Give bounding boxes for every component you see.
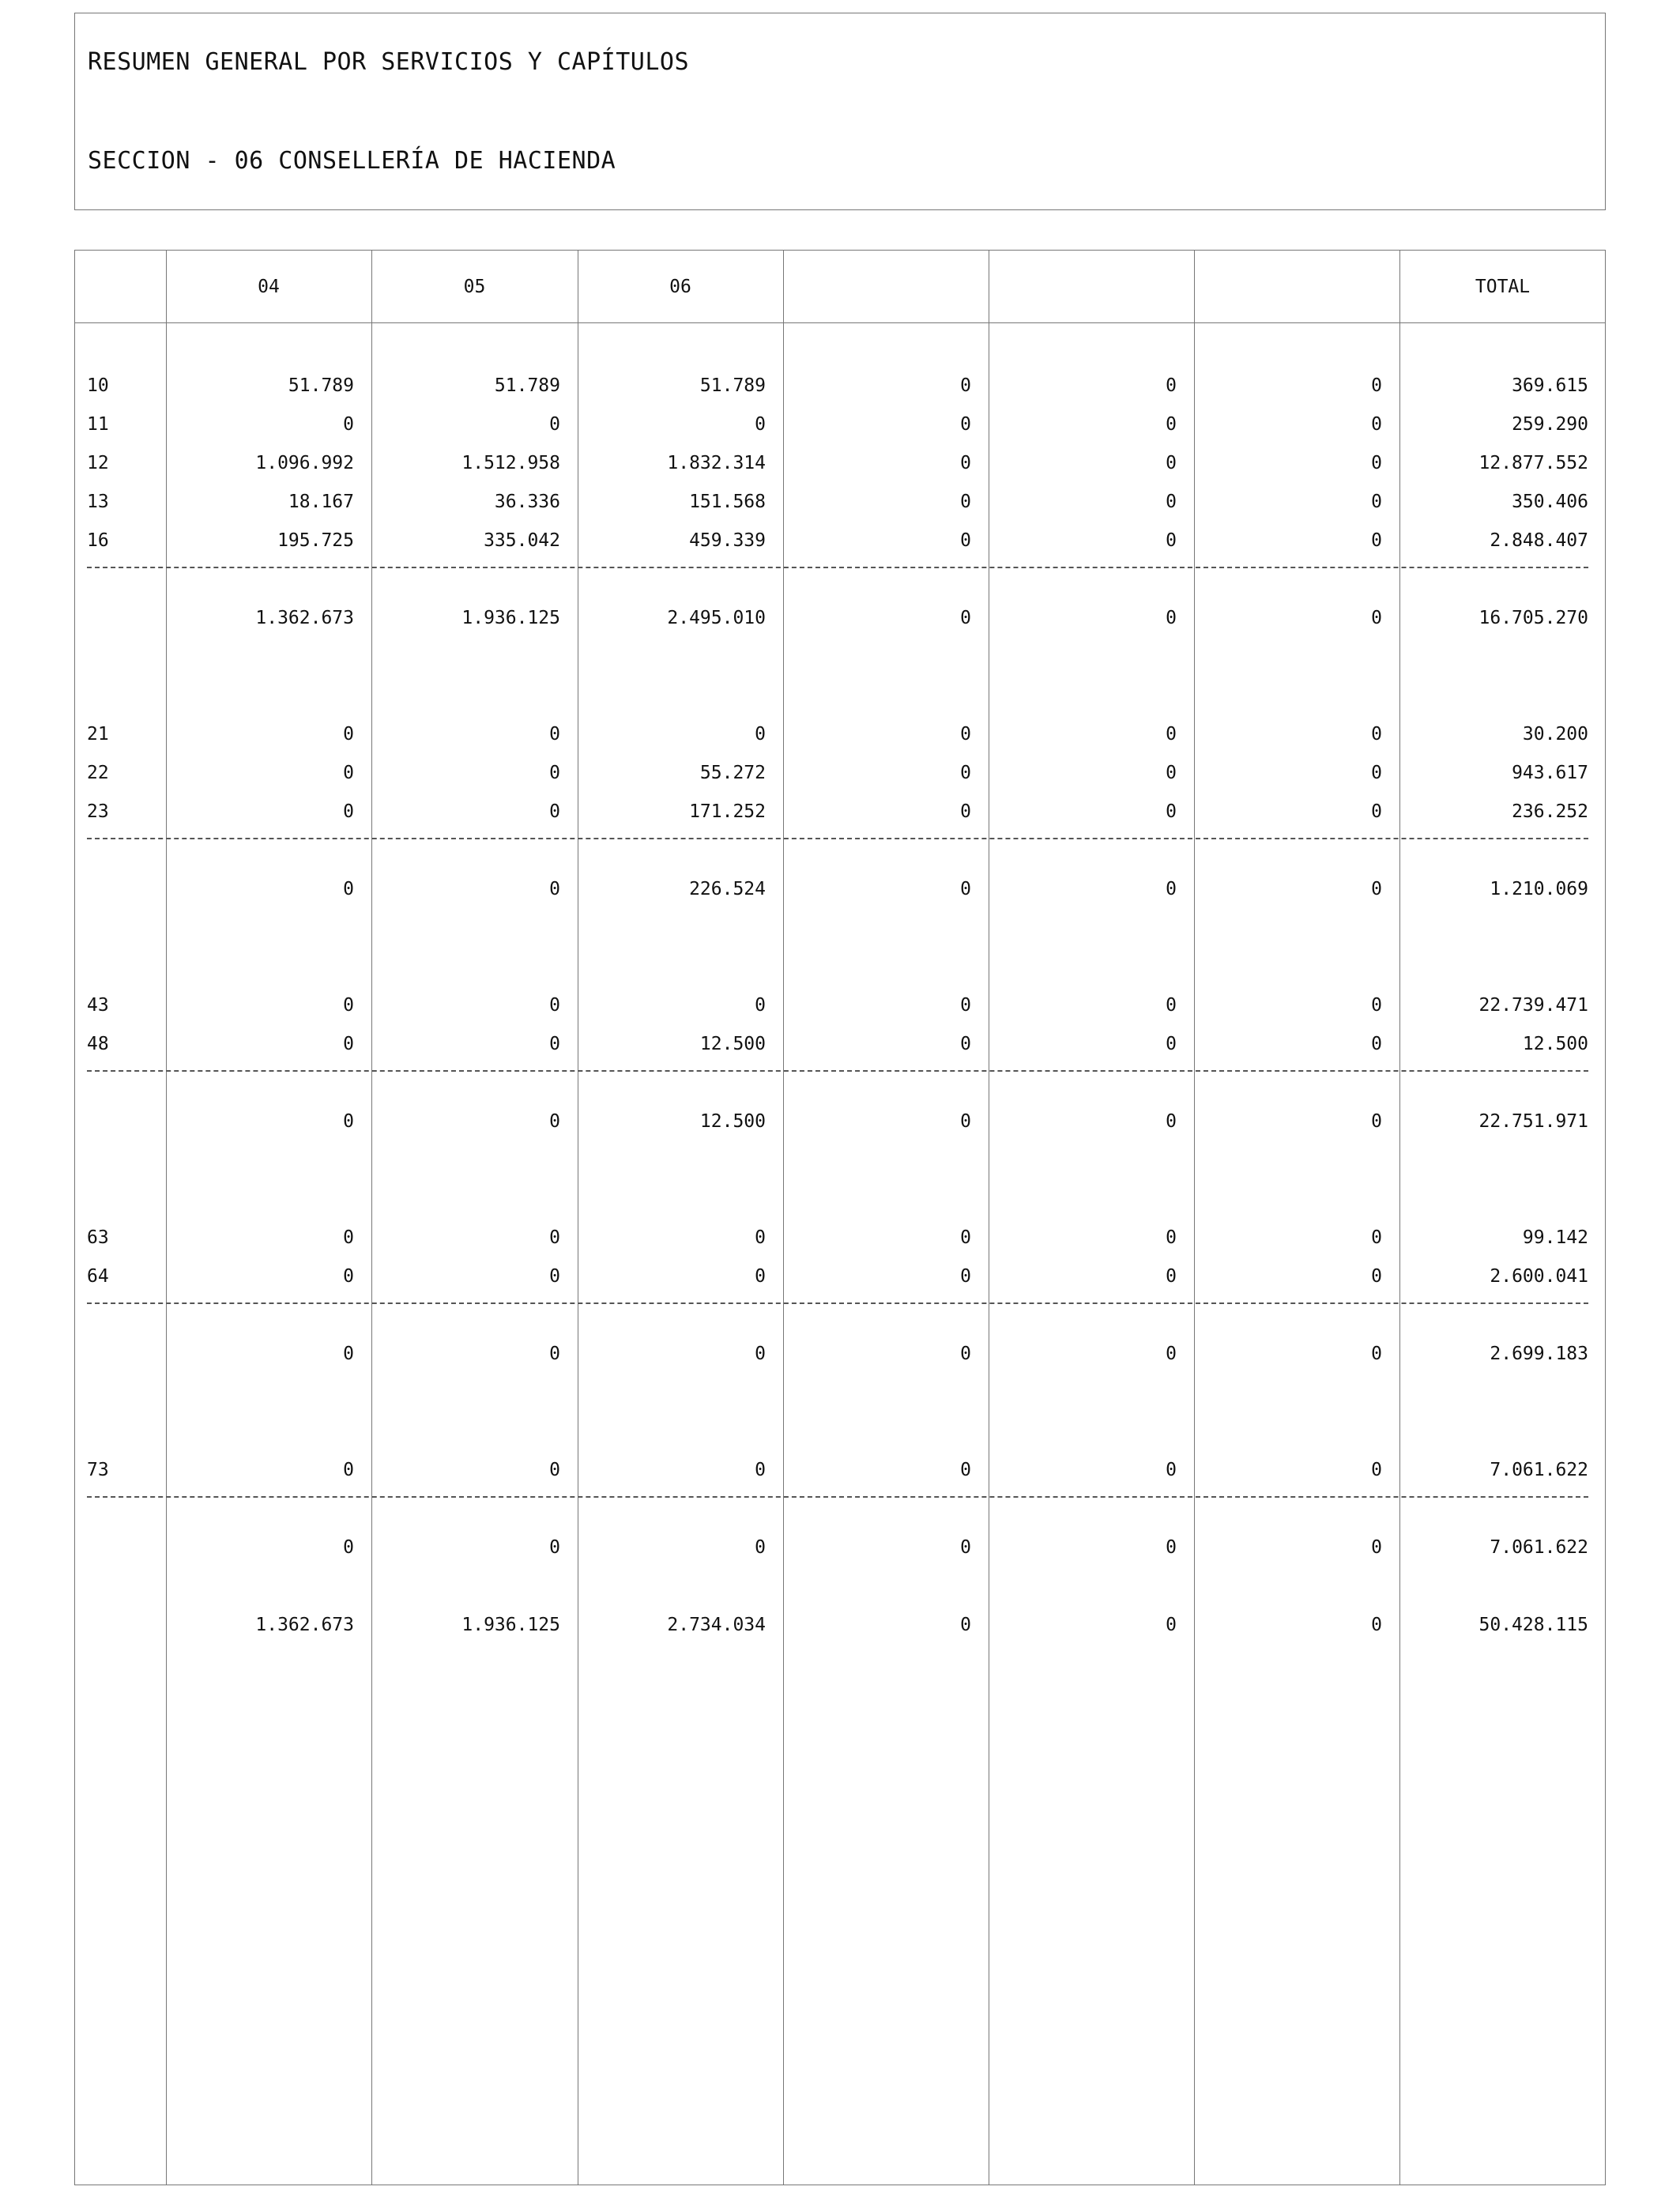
row-value: 30.200	[1522, 724, 1588, 745]
subtotal-value: 0	[1371, 1111, 1382, 1132]
row-value: 0	[549, 414, 560, 435]
subtotal-value: 22.751.971	[1478, 1111, 1588, 1132]
report-title: RESUMEN GENERAL POR SERVICIOS Y CAPÍTULOS	[88, 48, 690, 76]
row-value: 1.512.958	[461, 453, 560, 473]
report-header	[74, 13, 1606, 210]
row-value: 0	[960, 763, 971, 783]
row-value: 0	[755, 1460, 766, 1480]
row-value: 51.789	[699, 375, 766, 396]
row-value: 0	[1371, 1460, 1382, 1480]
row-value: 12.877.552	[1478, 453, 1588, 473]
row-value: 36.336	[494, 492, 560, 512]
subtotal-value: 0	[549, 1344, 560, 1364]
row-value: 0	[960, 1460, 971, 1480]
row-value: 0	[960, 530, 971, 551]
subtotal-value: 0	[549, 1537, 560, 1558]
row-value: 0	[960, 724, 971, 745]
row-value: 1.096.992	[255, 453, 354, 473]
subtotal-value: 0	[1166, 1344, 1177, 1364]
subtotal-value: 0	[343, 1344, 354, 1364]
row-value: 0	[960, 375, 971, 396]
row-value: 0	[1166, 1460, 1177, 1480]
row-value: 335.042	[484, 530, 560, 551]
row-value: 0	[549, 995, 560, 1016]
row-value: 0	[1166, 1034, 1177, 1054]
row-value: 0	[549, 724, 560, 745]
row-code: 63	[87, 1227, 109, 1248]
row-code: 73	[87, 1460, 109, 1480]
row-value: 0	[1166, 375, 1177, 396]
row-value: 18.167	[288, 492, 354, 512]
subtotal-value: 0	[960, 879, 971, 899]
row-value: 0	[1371, 995, 1382, 1016]
grand-total-value: 1.936.125	[461, 1615, 560, 1635]
row-value: 236.252	[1512, 801, 1588, 822]
grand-total-value: 2.734.034	[667, 1615, 766, 1635]
row-value: 0	[1166, 763, 1177, 783]
subtotal-value: 7.061.622	[1490, 1537, 1588, 1558]
row-value: 0	[549, 1227, 560, 1248]
subtotal-value: 0	[755, 1537, 766, 1558]
row-value: 0	[1166, 492, 1177, 512]
row-value: 0	[343, 414, 354, 435]
column-header: 04	[258, 277, 280, 297]
subtotal-value: 0	[1166, 879, 1177, 899]
row-value: 0	[343, 1227, 354, 1248]
column-header: TOTAL	[1475, 277, 1531, 297]
row-value: 0	[1166, 1266, 1177, 1287]
column-header: 05	[463, 277, 486, 297]
row-value: 0	[549, 763, 560, 783]
row-value: 0	[549, 1266, 560, 1287]
row-value: 12.500	[1522, 1034, 1588, 1054]
subtotal-separator	[87, 1302, 1588, 1304]
section-title: SECCION - 06 CONSELLERÍA DE HACIENDA	[88, 147, 616, 175]
row-value: 0	[960, 1034, 971, 1054]
row-code: 11	[87, 414, 109, 435]
row-value: 0	[1371, 801, 1382, 822]
row-value: 0	[960, 492, 971, 512]
row-value: 99.142	[1522, 1227, 1588, 1248]
row-value: 369.615	[1512, 375, 1588, 396]
row-value: 0	[343, 724, 354, 745]
row-value: 459.339	[689, 530, 766, 551]
subtotal-separator	[87, 838, 1588, 839]
row-value: 55.272	[699, 763, 766, 783]
row-value: 0	[1371, 724, 1382, 745]
subtotal-separator	[87, 1496, 1588, 1498]
row-value: 0	[343, 995, 354, 1016]
subtotal-value: 0	[1371, 1344, 1382, 1364]
subtotal-value: 1.362.673	[255, 608, 354, 628]
row-code: 21	[87, 724, 109, 745]
subtotal-value: 0	[960, 608, 971, 628]
row-value: 0	[755, 995, 766, 1016]
row-code: 43	[87, 995, 109, 1016]
row-code: 16	[87, 530, 109, 551]
subtotal-separator	[87, 567, 1588, 568]
row-value: 350.406	[1512, 492, 1588, 512]
row-value: 0	[1371, 763, 1382, 783]
grand-total-value: 1.362.673	[255, 1615, 354, 1635]
row-value: 0	[1371, 375, 1382, 396]
row-value: 0	[1371, 414, 1382, 435]
row-value: 0	[343, 1266, 354, 1287]
header-row-divider	[74, 322, 1606, 323]
grand-total-value: 0	[1371, 1615, 1382, 1635]
subtotal-value: 226.524	[689, 879, 766, 899]
row-value: 0	[1371, 492, 1382, 512]
row-value: 0	[1166, 724, 1177, 745]
row-value: 0	[960, 801, 971, 822]
subtotal-value: 0	[1166, 1111, 1177, 1132]
row-value: 0	[960, 414, 971, 435]
row-value: 0	[549, 1460, 560, 1480]
row-value: 0	[343, 801, 354, 822]
row-value: 151.568	[689, 492, 766, 512]
row-value: 0	[1166, 530, 1177, 551]
grand-total-value: 50.428.115	[1478, 1615, 1588, 1635]
row-value: 0	[960, 1266, 971, 1287]
subtotal-value: 0	[549, 879, 560, 899]
row-value: 0	[960, 995, 971, 1016]
subtotal-value: 0	[1166, 1537, 1177, 1558]
row-value: 2.600.041	[1490, 1266, 1588, 1287]
row-value: 7.061.622	[1490, 1460, 1588, 1480]
subtotal-value: 0	[343, 1537, 354, 1558]
subtotal-value: 0	[755, 1344, 766, 1364]
row-value: 0	[1371, 1266, 1382, 1287]
row-value: 22.739.471	[1478, 995, 1588, 1016]
subtotal-value: 1.210.069	[1490, 879, 1588, 899]
row-value: 0	[1166, 453, 1177, 473]
row-value: 12.500	[699, 1034, 766, 1054]
row-value: 259.290	[1512, 414, 1588, 435]
row-value: 2.848.407	[1490, 530, 1588, 551]
row-value: 0	[755, 1266, 766, 1287]
row-value: 171.252	[689, 801, 766, 822]
row-value: 0	[755, 414, 766, 435]
subtotal-value: 1.936.125	[461, 608, 560, 628]
row-code: 12	[87, 453, 109, 473]
subtotal-value: 0	[960, 1344, 971, 1364]
row-code: 64	[87, 1266, 109, 1287]
subtotal-value: 0	[1371, 1537, 1382, 1558]
row-value: 0	[343, 1460, 354, 1480]
row-value: 0	[1371, 530, 1382, 551]
subtotal-value: 0	[343, 1111, 354, 1132]
subtotal-value: 16.705.270	[1478, 608, 1588, 628]
row-value: 0	[960, 1227, 971, 1248]
row-value: 0	[1371, 1034, 1382, 1054]
row-value: 0	[1166, 1227, 1177, 1248]
subtotal-separator	[87, 1070, 1588, 1072]
row-value: 943.617	[1512, 763, 1588, 783]
row-value: 0	[1166, 414, 1177, 435]
row-value: 0	[549, 801, 560, 822]
row-value: 0	[549, 1034, 560, 1054]
subtotal-value: 0	[960, 1537, 971, 1558]
column-header: 06	[669, 277, 691, 297]
subtotal-value: 0	[1371, 608, 1382, 628]
subtotal-value: 0	[343, 879, 354, 899]
row-value: 0	[1166, 801, 1177, 822]
row-value: 0	[755, 1227, 766, 1248]
row-value: 0	[343, 1034, 354, 1054]
row-value: 51.789	[494, 375, 560, 396]
subtotal-value: 0	[960, 1111, 971, 1132]
row-code: 22	[87, 763, 109, 783]
row-code: 13	[87, 492, 109, 512]
row-code: 23	[87, 801, 109, 822]
row-value: 0	[1166, 995, 1177, 1016]
subtotal-value: 0	[1166, 608, 1177, 628]
row-value: 0	[755, 724, 766, 745]
row-code: 48	[87, 1034, 109, 1054]
row-value: 195.725	[277, 530, 354, 551]
subtotal-value: 12.500	[699, 1111, 766, 1132]
row-value: 0	[960, 453, 971, 473]
subtotal-value: 0	[1371, 879, 1382, 899]
row-value: 0	[343, 763, 354, 783]
grand-total-value: 0	[960, 1615, 971, 1635]
row-code: 10	[87, 375, 109, 396]
subtotal-value: 2.495.010	[667, 608, 766, 628]
grand-total-value: 0	[1166, 1615, 1177, 1635]
row-value: 0	[1371, 1227, 1382, 1248]
subtotal-value: 2.699.183	[1490, 1344, 1588, 1364]
row-value: 51.789	[288, 375, 354, 396]
row-value: 0	[1371, 453, 1382, 473]
row-value: 1.832.314	[667, 453, 766, 473]
subtotal-value: 0	[549, 1111, 560, 1132]
